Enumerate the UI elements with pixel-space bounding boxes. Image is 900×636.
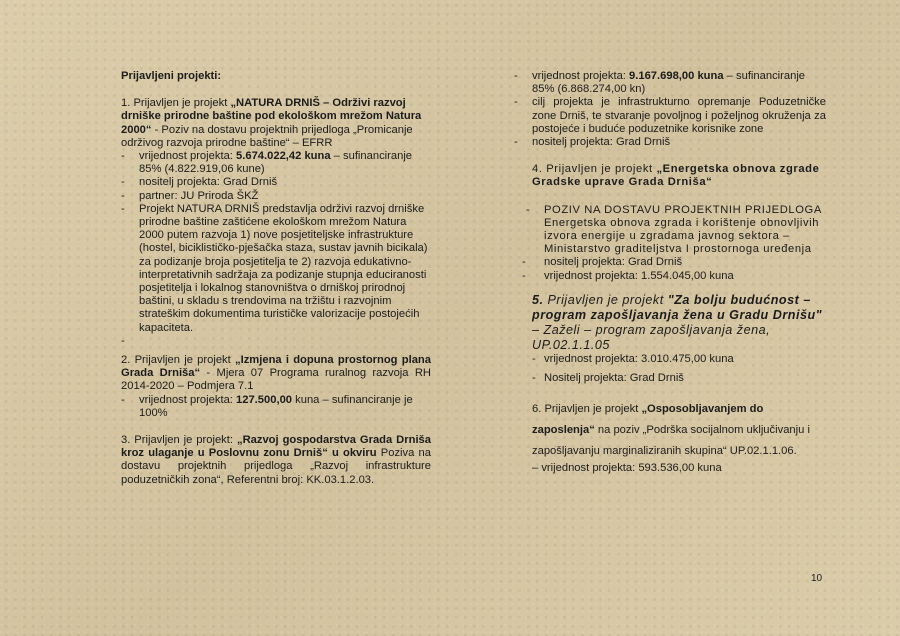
list-item: - Nositelj projekta: Grad Drniš [532, 372, 684, 385]
list-item: - vrijednost projekta: 1.554.045,00 kuna [522, 269, 734, 282]
project-6-title: „Osposobljavanjem do zaposlenja“ [532, 403, 764, 437]
project-2-title: „Izmjena i dopuna prostornog plana Grada Drniša“ [121, 354, 431, 380]
project-1-title: „NATURA DRNIŠ – Održivi razvoj drniške prirodne baštine pod ekološkom mrežom Natura 2000“ [121, 97, 422, 136]
empty-list-item: - [121, 334, 125, 347]
page-number: 10 [811, 573, 823, 584]
project-3-intro: 3. Prijavljen je projekt: „Razvoj gospodarstva Grada Drniša kroz ulaganje u Poslovnu zonu Drniš“ u okviru Poziva na dostavu projektnih prijedloga „Razvoj infrastrukture poduzetničkih zona“, Referentni broj: KK.03.1.2.03. [121, 434, 432, 486]
list-item: - vrijednost projekta: 3.010.475,00 kuna [532, 352, 734, 365]
section-heading: Prijavljeni projekti: [121, 70, 222, 82]
project-4-intro: 4. Prijavljen je projekt „Energetska obnova zgrade Gradske uprave Grada Drniša“ [532, 163, 820, 189]
list-item: - nositelj projekta: Grad Drniš [514, 136, 671, 149]
project-2-intro: 2. Prijavljen je projekt „Izmjena i dopuna prostornog plana Grada Drniša“ - Mjera 07 Programa ruralnog razvoja RH 2014-2020 – Podmjera 7.1 [121, 354, 431, 393]
project-6-intro: 6. Prijavljen je projekt „Osposobljavanjem do zaposlenja“ na poziv „Podrška socijalnom uključivanju i zapošljavanju marginaliziranih skupina“ UP.02.1.1.06. [532, 403, 810, 458]
list-item: - partner: JU Priroda ŠKŽ [121, 189, 259, 202]
list-item: - vrijednost projekta: 9.167.698,00 kuna – sufinanciranje 85% (6.868.274,00 kn) [514, 70, 806, 96]
project-4-title: „Energetska obnova zgrade Gradske uprave Grada Drniša“ [532, 163, 820, 189]
right-column [514, 70, 826, 475]
list-item: - POZIV NA DOSTAVU PROJEKTNIH PRIJEDLOGA Energetska obnova zgrada i korištenje obnovljivih izvora energije u zgradama javnog sektora – Ministarstvo graditeljstva I prostornoga uređenja [526, 203, 822, 256]
list-item: - vrijednost projekta: 5.674.022,42 kuna – sufinanciranje 85% (4.822.919,06 kune) [121, 150, 413, 176]
project-3-title: „Razvoj gospodarstva Grada Drniša kroz ulaganje u Poslovnu zonu Drniš“ u okviru [121, 434, 432, 460]
list-item: - cilj projekta je infrastrukturno opremanje Poduzetničke zone Drniš, te stvaranje povoljnog i poželjnog okruženja za postojeće i buduće poduzetnike korisnike zone [514, 96, 826, 135]
left-column [121, 70, 431, 487]
list-item: - vrijednost projekta: 127.500,00 kuna – sufinanciranje je 100% [121, 393, 413, 419]
list-item: - nositelj projekta: Grad Drniš [522, 256, 683, 269]
list-item: - Projekt NATURA DRNIŠ predstavlja održivi razvoj drniške prirodne baštine zaštićene ekološkom mrežom Natura 2000 putem razvoja 1) nove posjetiteljske infrastrukture (hostel, biciklističko-pješačka staza, sustav javnih bicikala) za podizanje broja posjetitelja te 2) razvoja edukativno-interpretativnih sadržaja za podizanje stupnja educiranosti posjetitelja i lokalnog stanovništva o drniškoj prirodnoj baštini, u skladu s trendovima na tržištu i razvojnim strateškim dokumentima turističke valorizacije postojećih kapaciteta. [121, 202, 428, 334]
list-item: - nositelj projekta: Grad Drniš [121, 176, 278, 189]
project-1-intro: 1. Prijavljen je projekt „NATURA DRNIŠ – Održivi razvoj drniške prirodne baštine pod ekološkom mrežom Natura 2000“ - Poziv na dostavu projektnih prijedloga „Promicanje održivog razvoja prirodne baštine“ – EFRR [121, 97, 422, 149]
project-6-value: – vrijednost projekta: 593.536,00 kuna [532, 462, 722, 475]
project-5-title: "Za bolju budućnost – program zapošljavanja žena u Gradu Drnišu" [532, 292, 823, 322]
project-5-intro: 5. Prijavljen je projekt "Za bolju budućnost – program zapošljavanja žena u Gradu Drnišu" – Zaželi – program zapošljavanja žena, UP.02.1.1.05 [532, 292, 823, 352]
